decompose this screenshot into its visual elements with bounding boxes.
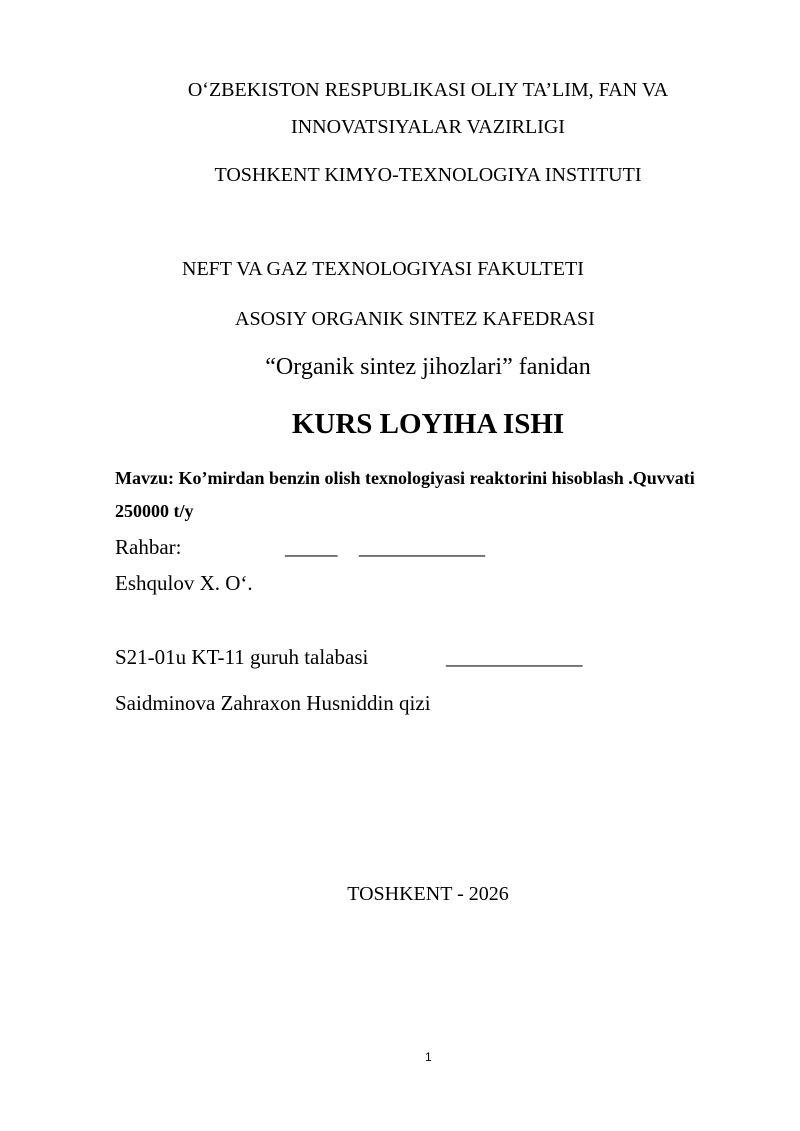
supervisor-name: Eshqulov X. O‘. — [115, 571, 253, 595]
department-name: ASOSIY ORGANIK SINTEZ KAFEDRASI — [235, 308, 595, 330]
supervisor-signature-blank: _____ — [285, 535, 338, 559]
supervisor-label: Rahbar: — [115, 535, 182, 559]
faculty-name: NEFT VA GAZ TEXNOLOGIYASI FAKULTETI — [182, 258, 584, 280]
page-number: 1 — [425, 1050, 432, 1064]
ministry-line-1: O‘ZBEKISTON RESPUBLIKASI OLIY TA’LIM, FAN VA — [187, 79, 669, 101]
topic-line-2: 250000 t/y — [115, 501, 194, 521]
student-signature-blank: _____________ — [446, 645, 583, 669]
ministry-line-2: INNOVATSIYALAR VAZIRLIGI — [291, 116, 565, 138]
supervisor-date-blank: ____________ — [359, 535, 485, 559]
topic-line-1: Mavzu: Ko’mirdan benzin olish texnologiyasi reaktorini hisoblash .Quvvati — [115, 468, 695, 488]
city-year: TOSHKENT - 2026 — [347, 883, 509, 905]
document-title: KURS LOYIHA ISHI — [291, 408, 565, 440]
subject-line: “Organik sintez jihozlari” fanidan — [265, 354, 591, 380]
student-name: Saidminova Zahraxon Husniddin qizi — [115, 691, 431, 715]
institute-name: TOSHKENT KIMYO-TEXNOLOGIYA INSTITUTI — [214, 164, 642, 186]
student-label: S21-01u KT-11 guruh talabasi — [115, 645, 369, 669]
